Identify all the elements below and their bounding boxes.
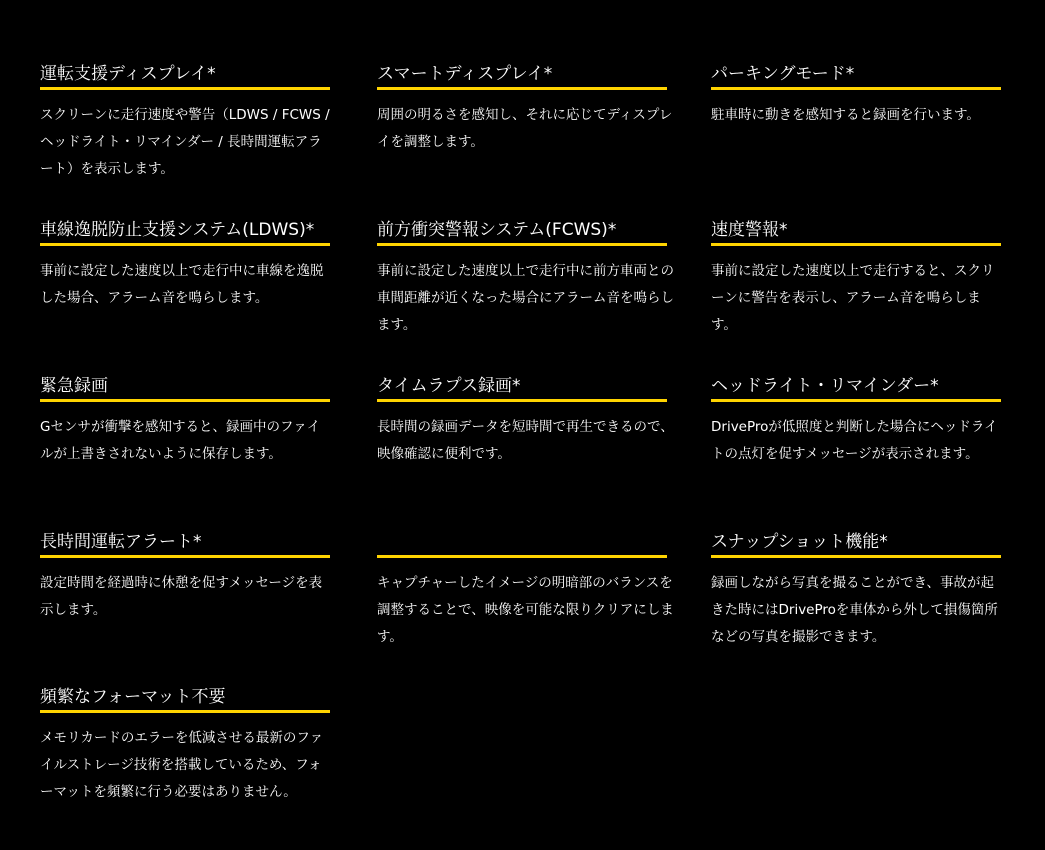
feature-description: メモリカードのエラーを低減させる最新のファイルストレージ技術を搭載しているため、フォーマットを頻繁に行う必要はありません。 bbox=[40, 730, 324, 800]
feature-title: 運転支援ディスプレイ* bbox=[40, 64, 216, 84]
title-underline bbox=[40, 87, 330, 90]
feature-description: 設定時間を経過時に休憩を促すメッセージを表示します。 bbox=[40, 575, 323, 618]
feature-title: 緊急録画 bbox=[40, 376, 108, 396]
feature-smart-display bbox=[377, 62, 673, 156]
feature-description: 事前に設定した速度以上で走行すると、スクリーンに警告を表示し、アラーム音を鳴らします。 bbox=[711, 263, 995, 333]
title-underline bbox=[377, 243, 667, 246]
feature-description: DriveProが低照度と判断した場合にヘッドライトの点灯を促すメッセージが表示されます。 bbox=[711, 419, 998, 462]
title-underline bbox=[40, 555, 330, 558]
feature-description: 事前に設定した速度以上で走行中に前方車両との車間距離が近くなった場合にアラーム音を鳴らします。 bbox=[377, 263, 674, 333]
feature-title: 長時間運転アラート* bbox=[40, 532, 202, 552]
feature-fatigue-alert bbox=[40, 530, 330, 624]
feature-description: 長時間の録画データを短時間で再生できるので、映像確認に便利です。 bbox=[377, 419, 674, 462]
feature-title: タイムラプス録画* bbox=[377, 376, 521, 396]
feature-ldws bbox=[40, 218, 330, 312]
feature-fcws bbox=[377, 218, 674, 339]
feature-description: 事前に設定した速度以上で走行中に車線を逸脱した場合、アラーム音を鳴らします。 bbox=[40, 263, 324, 306]
feature-description: 録画しながら写真を撮ることができ、事故が起きた時にはDriveProを車体から外して損傷箇所などの写真を撮影できます。 bbox=[711, 575, 998, 645]
title-underline bbox=[711, 243, 1001, 246]
feature-title: 前方衝突警報システム(FCWS)* bbox=[377, 220, 617, 240]
title-underline bbox=[711, 555, 1001, 558]
feature-title bbox=[377, 530, 667, 554]
feature-title: スマートディスプレイ* bbox=[377, 64, 553, 84]
feature-description: 周囲の明るさを感知し、それに応じてディスプレイを調整します。 bbox=[377, 107, 673, 150]
feature-description: 駐車時に動きを感知すると録画を行います。 bbox=[711, 107, 980, 123]
feature-title: パーキングモード* bbox=[711, 64, 855, 84]
title-underline bbox=[711, 399, 1001, 402]
feature-parking-mode bbox=[711, 62, 1001, 129]
title-underline bbox=[40, 399, 330, 402]
feature-emergency-recording bbox=[40, 374, 330, 468]
feature-format-free bbox=[40, 685, 330, 806]
feature-description: Gセンサが衝撃を感知すると、録画中のファイルが上書きされないように保存します。 bbox=[40, 419, 321, 462]
feature-title: 車線逸脱防止支援システム(LDWS)* bbox=[40, 220, 315, 240]
feature-image-balance bbox=[377, 530, 674, 651]
feature-title: 頻繁なフォーマット不要 bbox=[40, 687, 226, 707]
title-underline bbox=[377, 87, 667, 90]
feature-headlight-reminder bbox=[711, 374, 1001, 468]
feature-description: キャプチャーしたイメージの明暗部のバランスを調整することで、映像を可能な限りクリアにします。 bbox=[377, 575, 674, 645]
title-underline bbox=[377, 399, 667, 402]
feature-snapshot bbox=[711, 530, 1001, 651]
feature-driving-assist-display bbox=[40, 62, 330, 183]
title-underline bbox=[40, 710, 330, 713]
feature-time-lapse bbox=[377, 374, 674, 468]
feature-title: ヘッドライト・リマインダー* bbox=[711, 376, 939, 396]
feature-title: 速度警報* bbox=[711, 220, 788, 240]
title-underline bbox=[711, 87, 1001, 90]
title-underline bbox=[377, 555, 667, 558]
title-underline bbox=[40, 243, 330, 246]
feature-speed-alert bbox=[711, 218, 1001, 339]
feature-description: スクリーンに走行速度や警告（LDWS / FCWS / ヘッドライト・リマインダー / 長時間運転アラート）を表示します。 bbox=[40, 107, 330, 177]
feature-title: スナップショット機能* bbox=[711, 532, 888, 552]
